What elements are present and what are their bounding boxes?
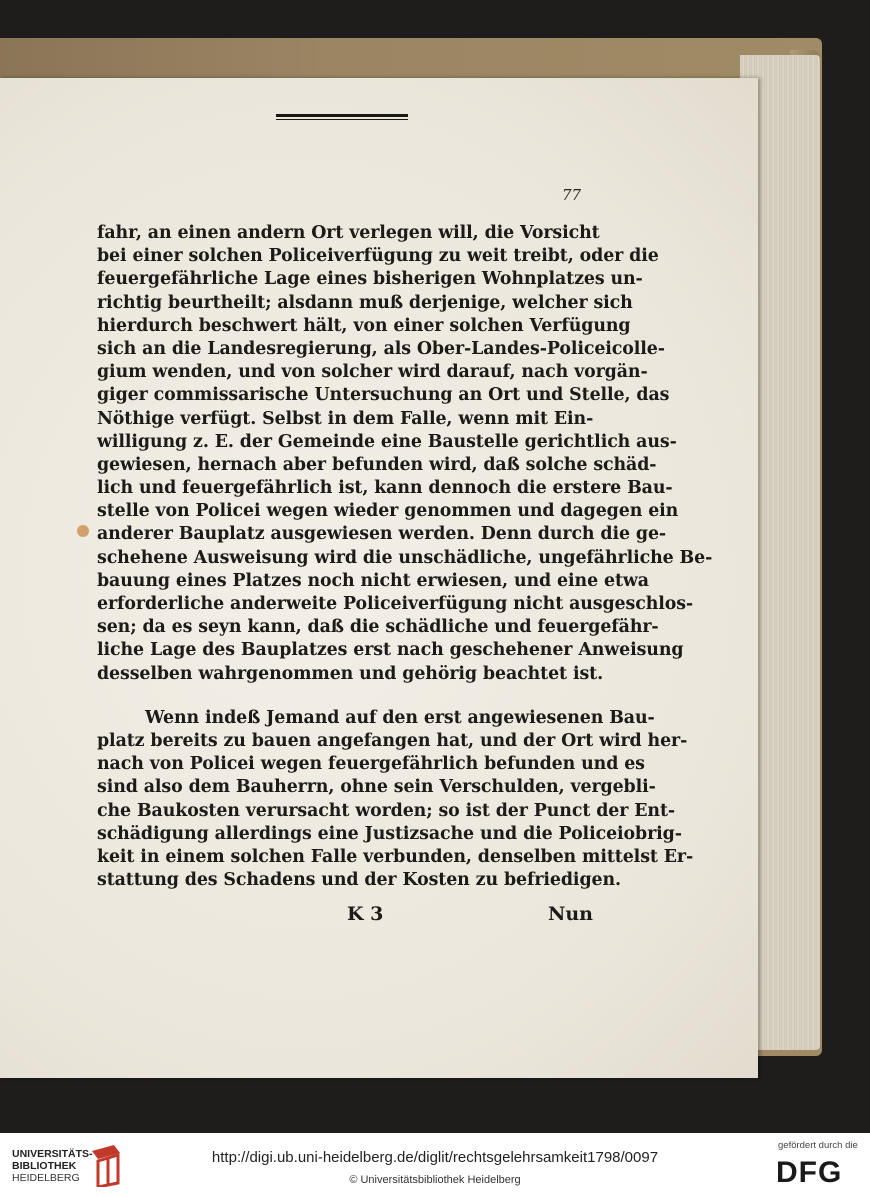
body-text (97, 222, 713, 892)
text-line: Nöthige verfügt. Selbst in dem Falle, wenn mit Ein- (97, 408, 594, 429)
text-line: schehene Ausweisung wird die unschädliche, ungefährliche Be- (97, 547, 713, 568)
text-line: desselben wahrgenommen und gehörig beachtet ist. (97, 663, 604, 684)
library-name-line3: HEIDELBERG (12, 1172, 80, 1184)
text-line: giger commissarische Untersuchung an Ort und Stelle, das (97, 385, 670, 406)
header-rule (276, 114, 408, 120)
text-line: nach von Policei wegen feuergefährlich befunden und es (97, 754, 645, 775)
text-line: stattung des Schadens und der Kosten zu befriedigen. (97, 870, 621, 891)
dfg-logo[interactable]: DFG (776, 1156, 843, 1189)
text-line: erforderliche anderweite Policeiverfügung nicht ausgeschlos- (97, 594, 694, 614)
text-line: schädigung allerdings eine Justizsache und die Policeiobrig- (97, 823, 682, 844)
funding-note: gefördert durch die (778, 1140, 858, 1151)
margin-mark (77, 525, 89, 537)
text-line: Wenn indeß Jemand auf den erst angewiesenen Bau- (145, 707, 655, 728)
text-line: bauung eines Platzes noch nicht erwiesen, und eine etwa (97, 570, 649, 591)
text-line: stelle von Policei wegen wieder genommen und dagegen ein (97, 501, 679, 522)
paragraph-1 (97, 222, 713, 686)
text-line: anderer Bauplatz ausgewiesen werden. Denn durch die ge- (97, 524, 667, 545)
text-line: platz bereits zu bauen angefangen hat, und der Ort wird her- (97, 730, 688, 751)
catchword: Nun (548, 903, 593, 925)
text-line: richtig beurtheilt; alsdann muß derjenige, welcher sich (97, 292, 633, 313)
text-line: sich an die Landesregierung, als Ober-Landes-Policeicolle- (97, 338, 665, 359)
text-line: feuergefährliche Lage eines bisherigen Wohnplatzes un- (97, 269, 643, 290)
text-line: hierdurch beschwert hält, von einer solchen Verfügung (97, 315, 631, 336)
text-line: bei einer solchen Policeiverfügung zu weit treibt, oder die (97, 246, 659, 267)
text-line: willigung z. E. der Gemeinde eine Baustelle gerichtlich aus- (97, 431, 677, 452)
text-line: keit in einem solchen Falle verbunden, denselben mittelst Er- (97, 846, 694, 867)
text-line: fahr, an einen andern Ort verlegen will, die Vorsicht (97, 223, 600, 243)
text-line: che Baukosten verursacht worden; so ist der Punct der Ent- (97, 800, 675, 821)
text-line: sen; da es seyn kann, daß die schädliche und feuergefähr- (97, 617, 659, 638)
signature-mark: K 3 (347, 903, 384, 925)
text-line: sind also dem Bauherrn, ohne sein Verschulden, vergebli- (97, 777, 656, 798)
copyright-notice: © Universitätsbibliothek Heidelberg (349, 1174, 521, 1186)
paragraph-2 (97, 707, 694, 893)
text-line: lich und feuergefährlich ist, kann dennoch die erstere Bau- (97, 478, 673, 499)
library-name-line1: UNIVERSITÄTS- (12, 1148, 93, 1160)
permalink-url[interactable]: http://digi.ub.uni-heidelberg.de/diglit/rechtsgelehrsamkeit1798/0097 (211, 1149, 659, 1166)
page-number: 77 (562, 186, 582, 204)
text-line: gewiesen, hernach aber befunden wird, daß solche schäd- (97, 454, 657, 475)
text-line: liche Lage des Bauplatzes erst nach geschehener Anweisung (97, 640, 684, 661)
text-line: gium wenden, und von solcher wird darauf, nach vorgän- (97, 362, 648, 383)
library-name-line2: BIBLIOTHEK (12, 1160, 77, 1172)
paragraph-gap (97, 686, 587, 707)
